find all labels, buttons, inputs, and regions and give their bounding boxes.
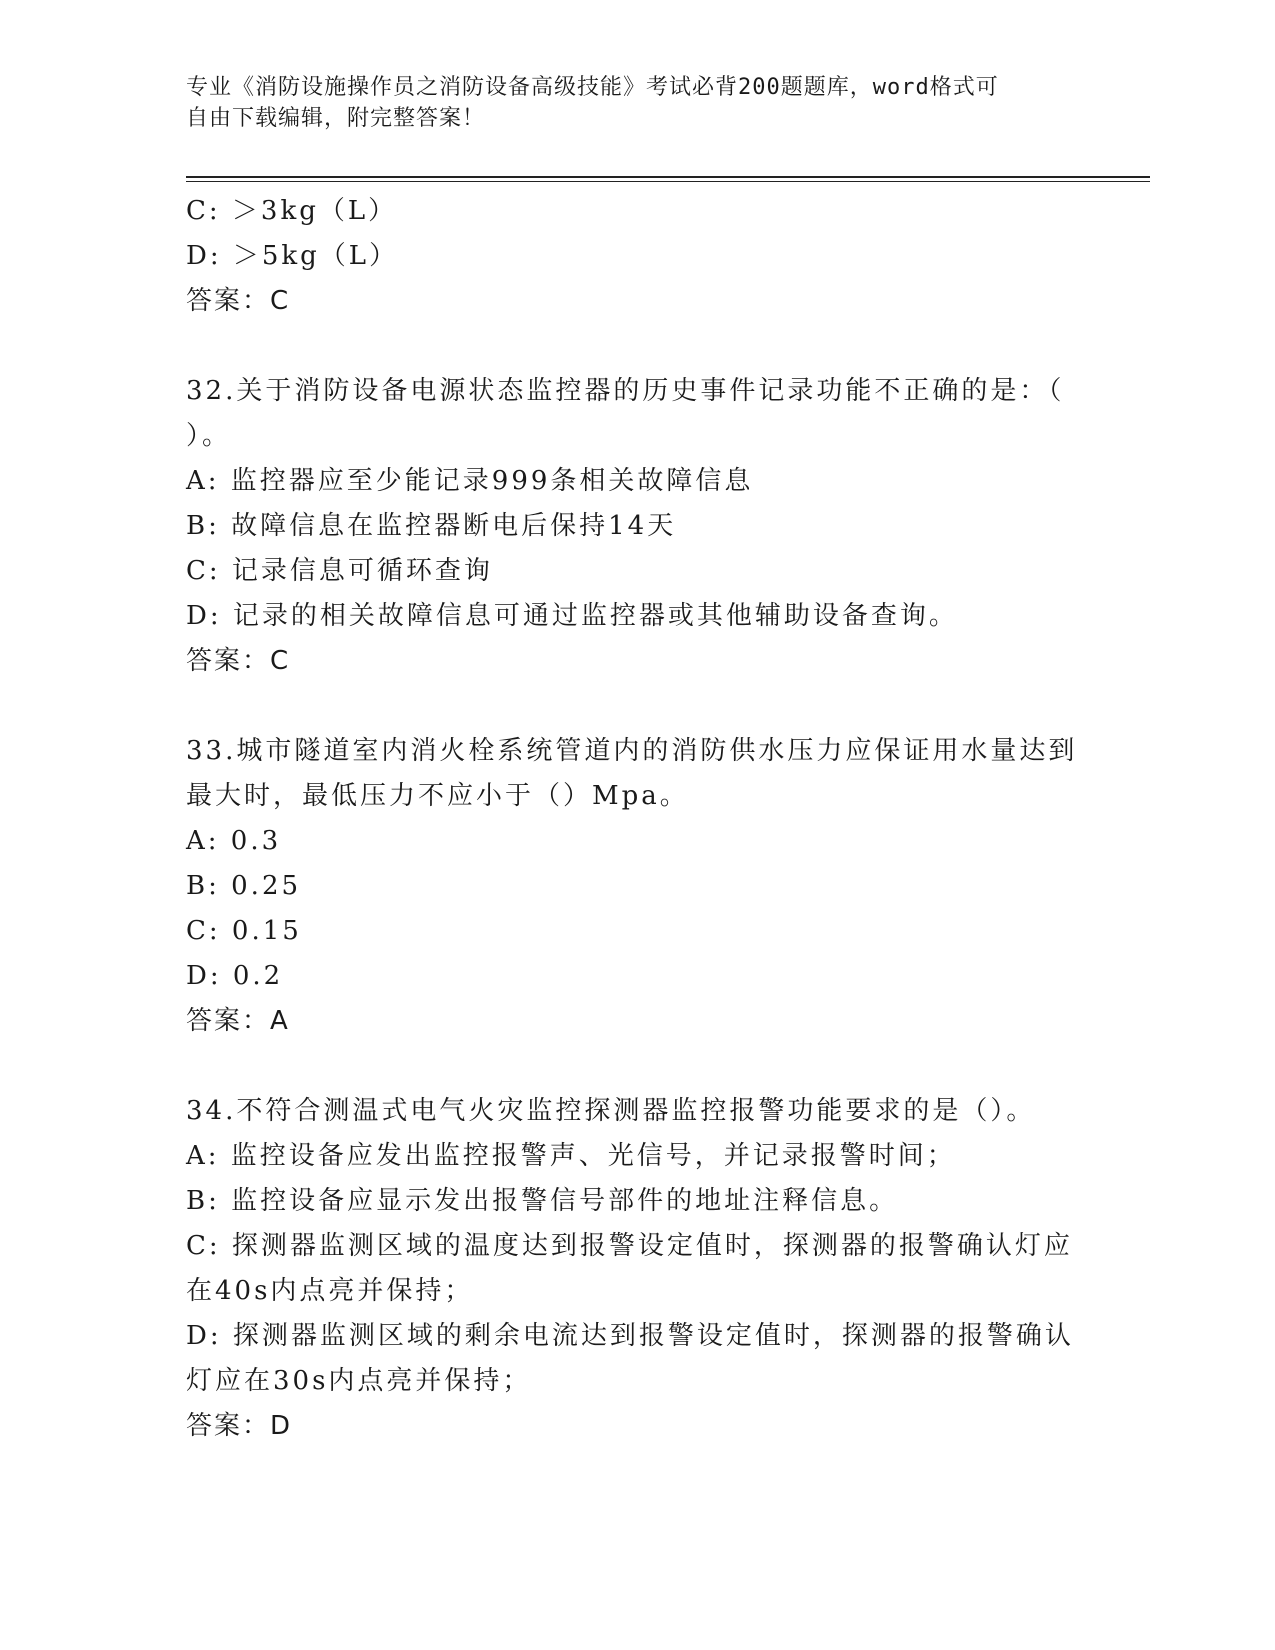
answer-label: 答案： <box>186 286 271 316</box>
question-stem-line-1: 32.关于消防设备电源状态监控器的历史事件记录功能不正确的是：（ <box>186 376 1065 406</box>
option-c: C: 记录信息可循环查询 <box>186 556 493 586</box>
header-title-line-2: 自由下载编辑，附完整答案！ <box>186 106 486 131</box>
answer-value: C <box>270 286 290 316</box>
question-33 <box>186 729 1086 1044</box>
answer-line <box>186 1404 1086 1449</box>
option-b: B: 监控设备应显示发出报警信号部件的地址注释信息。 <box>186 1186 899 1216</box>
option-c: C: 0.15 <box>186 916 302 946</box>
option-c: C: ＞3kg（L） <box>186 196 398 226</box>
question-stem-line-1: 34.不符合测温式电气火灾监控探测器监控报警功能要求的是（）。 <box>186 1096 1036 1126</box>
question-stem-line-1: 33.城市隧道室内消火栓系统管道内的消防供水压力应保证用水量达到 <box>186 736 1078 766</box>
option-d-line-1: D: 探测器监测区域的剩余电流达到报警设定值时，探测器的报警确认 <box>186 1321 1074 1351</box>
spacer <box>186 1044 1086 1089</box>
spacer <box>186 324 1086 369</box>
question-content <box>186 189 1086 1449</box>
answer-value: C <box>270 646 290 676</box>
option-c-line-1: C: 探测器监测区域的温度达到报警设定值时，探测器的报警确认灯应 <box>186 1231 1073 1261</box>
question-32 <box>186 369 1086 684</box>
option-a: A: 0.3 <box>186 826 282 856</box>
option-d: D: ＞5kg（L） <box>186 241 399 271</box>
option-b: B: 0.25 <box>186 871 302 901</box>
option-b: B: 故障信息在监控器断电后保持14天 <box>186 511 677 541</box>
question-stem-line-2: 最大时，最低压力不应小于（）Mpa。 <box>186 781 689 811</box>
option-a: A: 监控器应至少能记录999条相关故障信息 <box>186 466 754 496</box>
option-d-line-2: 灯应在30s内点亮并保持； <box>186 1366 532 1396</box>
answer-value: A <box>270 1006 289 1036</box>
header-title-line-1: 专业《消防设施操作员之消防设备高级技能》考试必背200题题库，word格式可 <box>186 75 999 100</box>
answer-label: 答案： <box>186 646 271 676</box>
answer-line <box>186 279 1086 324</box>
question-stem-line-2: ）。 <box>186 421 232 451</box>
spacer <box>186 684 1086 729</box>
option-d: D: 记录的相关故障信息可通过监控器或其他辅助设备查询。 <box>186 601 958 631</box>
answer-value: D <box>270 1411 292 1441</box>
option-a: A: 监控设备应发出监控报警声、光信号，并记录报警时间； <box>186 1141 956 1171</box>
option-c-line-2: 在40s内点亮并保持； <box>186 1276 474 1306</box>
page-header <box>186 72 1066 134</box>
header-divider-thin <box>186 181 1150 182</box>
question-34 <box>186 1089 1086 1449</box>
answer-line <box>186 999 1086 1044</box>
option-d: D: 0.2 <box>186 961 284 991</box>
answer-label: 答案： <box>186 1411 271 1441</box>
answer-line <box>186 639 1086 684</box>
header-divider-thick <box>186 176 1150 178</box>
question-31-tail <box>186 189 1086 324</box>
answer-label: 答案： <box>186 1006 271 1036</box>
